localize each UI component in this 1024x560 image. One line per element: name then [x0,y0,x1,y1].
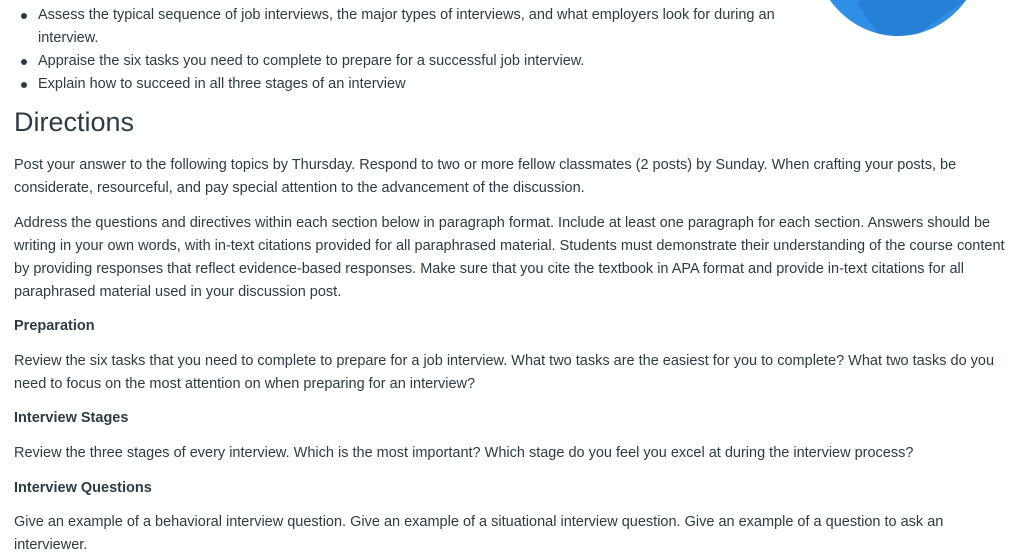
directions-intro-paragraph: Post your answer to the following topics by Thursday. Respond to two or more fellow classmates (2 posts) by Sunday. When crafting your posts, be considerate, resourceful, and pay special attention to the advancement of the discussion. [14,157,957,196]
directions-instructions-paragraph: Address the questions and directives within each section below in paragraph format. Include at least one paragraph for each section. Answers should be writing in your own words, with in-text citations provided for all paraphrased material. Students must demonstrate their understanding of the course content by providing responses that reflect evidence-based responses. Make sure that you cite the textbook in APA format and provide in-text citations for all paraphrased material used in your discussion post. [14,215,1005,300]
decorative-circle-graphic [812,0,984,36]
objective-item: Appraise the six tasks you need to complete to prepare for a successful job interview. [14,50,804,73]
objectives-list [14,4,804,96]
objective-item: Explain how to succeed in all three stages of an interview [14,73,804,96]
interview-stages-heading: Interview Stages [14,410,129,426]
objective-item: Assess the typical sequence of job interviews, the major types of interviews, and what employers look for during an interview. [14,4,804,50]
interview-stages-paragraph: Review the three stages of every interview. Which is the most important? Which stage do you feel you excel at during the interview process? [14,445,914,461]
preparation-heading: Preparation [14,318,95,334]
preparation-paragraph: Review the six tasks that you need to complete to prepare for a job interview. What two tasks are the easiest for you to complete? What two tasks do you need to focus on the most attention on when preparing for an interview? [14,353,995,392]
interview-questions-paragraph: Give an example of a behavioral interview question. Give an example of a situational interview question. Give an example of a question to ask an interviewer. [14,514,944,553]
interview-questions-heading: Interview Questions [14,480,152,496]
directions-heading: Directions [14,107,135,137]
